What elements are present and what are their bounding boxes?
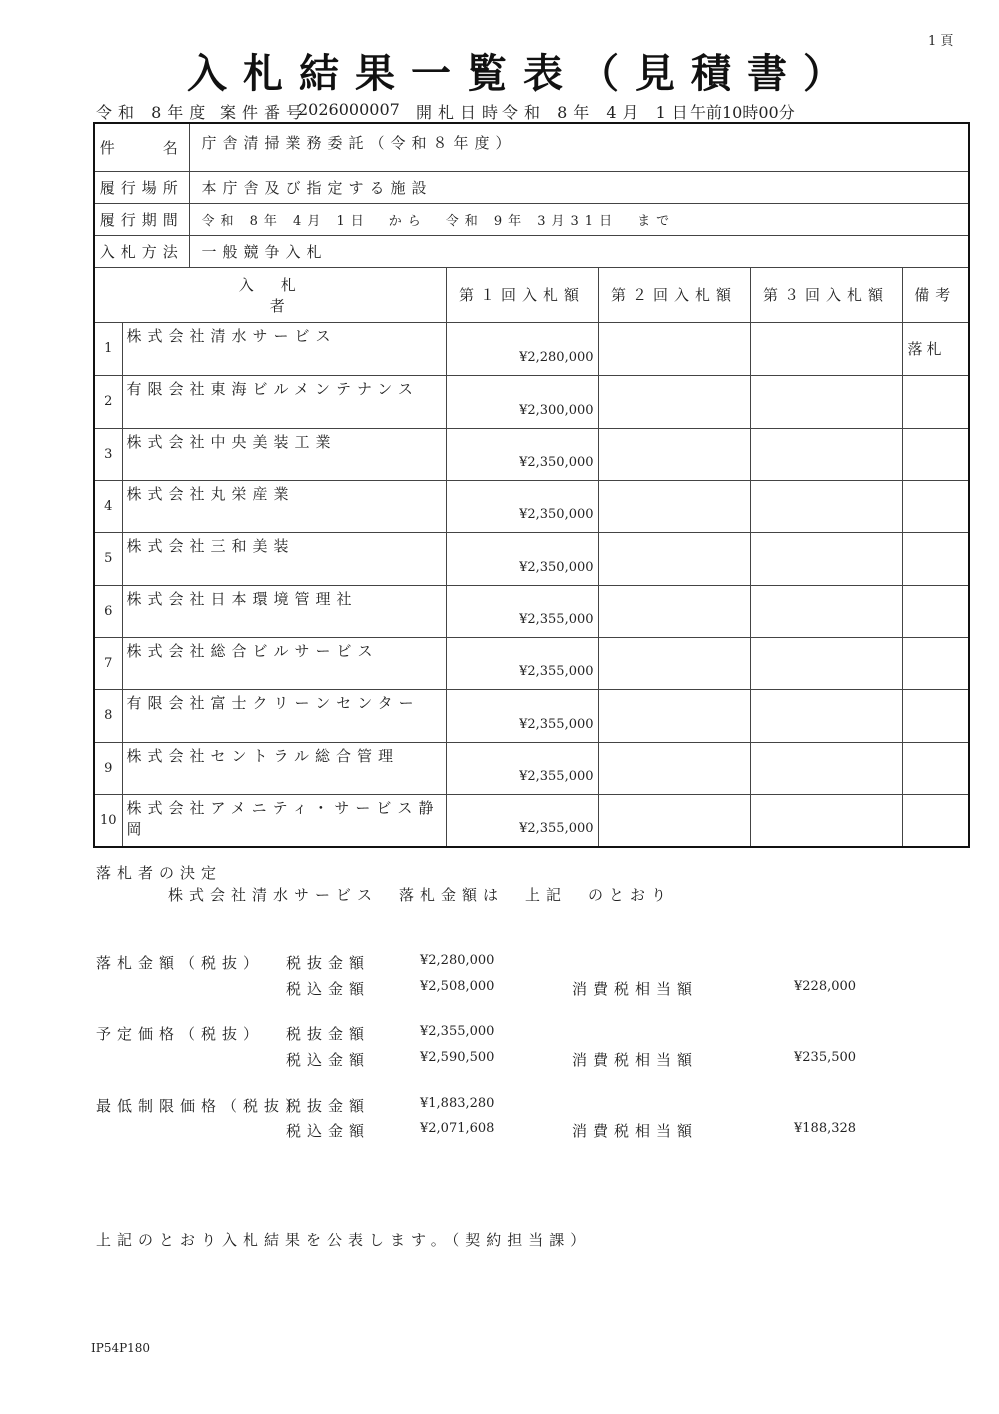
footer-note: 上記のとおり入札結果を公表します。（契約担当課）: [96, 1231, 592, 1249]
round1-amount: ¥2,300,000: [446, 375, 598, 428]
column-bidder: [94, 267, 446, 322]
bidder-name: 株式会社日本環境管理社: [122, 585, 446, 637]
summary-post-label: 税込金額: [286, 980, 371, 998]
round2-amount: [598, 322, 750, 375]
round3-amount: [750, 375, 902, 428]
bidder-name: 株式会社丸栄産業: [122, 480, 446, 532]
round1-amount: ¥2,350,000: [446, 428, 598, 480]
table-row: [94, 322, 969, 375]
document-title: 入札結果一覧表（見積書）: [187, 50, 859, 97]
summary-tax-value: ¥188,328: [794, 1121, 857, 1136]
info-label-location: 履行場所: [94, 171, 189, 203]
table-row: [94, 375, 969, 428]
opening-label: 開札日時: [416, 103, 505, 122]
bidder-name: 株式会社セントラル総合管理: [122, 742, 446, 794]
table-row: [94, 637, 969, 689]
case-number: 2026000007: [298, 100, 400, 119]
bidder-name: 有限会社富士クリーンセンター: [122, 689, 446, 742]
row-number: 10: [94, 794, 122, 847]
info-label-method: 入札方法: [94, 235, 189, 267]
form-code: IP54P180: [91, 1341, 151, 1355]
round2-amount: [598, 532, 750, 585]
info-value-subject: 庁舎清掃業務委託（令和８年度）: [189, 123, 969, 171]
round1-amount: ¥2,355,000: [446, 742, 598, 794]
row-number: 5: [94, 532, 122, 585]
column-round2: 第２回入札額: [598, 267, 750, 322]
column-round1: 第１回入札額: [446, 267, 598, 322]
bid-results-table: [93, 122, 970, 848]
opening-time: 午前10時00分: [690, 103, 795, 122]
summary-pre-label: 税抜金額: [286, 1097, 371, 1115]
remark: [902, 480, 969, 532]
summary-label-award: 落札金額（税抜）: [96, 954, 265, 972]
case-number-label: 案件番号: [220, 103, 309, 122]
column-remarks: 備考: [902, 267, 969, 322]
row-number: 4: [94, 480, 122, 532]
summary-pre-label: 税抜金額: [286, 1025, 371, 1043]
round3-amount: [750, 794, 902, 847]
round2-amount: [598, 480, 750, 532]
round3-amount: [750, 532, 902, 585]
summary-tax-value: ¥228,000: [794, 979, 857, 994]
remark: [902, 742, 969, 794]
table-row: [94, 689, 969, 742]
fiscal-year: 令和 8年度: [96, 103, 212, 122]
summary-label-estimate: 予定価格（税抜）: [96, 1025, 265, 1043]
remark: [902, 585, 969, 637]
remark: [902, 428, 969, 480]
table-row: [94, 794, 969, 847]
column-bidder-bottom: 者: [269, 296, 291, 315]
info-value-period: 令和 8年 4月 1日 から 令和 9年 3月31日 まで: [189, 203, 969, 235]
table-row: [94, 480, 969, 532]
round3-amount: [750, 689, 902, 742]
summary-label-minimum: 最低制限価格（税抜）: [96, 1097, 307, 1115]
round1-amount: ¥2,355,000: [446, 689, 598, 742]
summary-pre-value: ¥1,883,280: [420, 1096, 495, 1111]
row-number: 9: [94, 742, 122, 794]
table-row: [94, 585, 969, 637]
round3-amount: [750, 322, 902, 375]
winner-detail: 株式会社清水サービス 落札金額は 上記 のとおり: [168, 886, 673, 904]
opening-date: 令和 8年 4月 1日: [502, 103, 694, 122]
winner-label: 落札者の決定: [96, 864, 223, 882]
table-row: [94, 742, 969, 794]
summary-post-value: ¥2,508,000: [420, 979, 495, 994]
row-number: 6: [94, 585, 122, 637]
remark: [902, 637, 969, 689]
bidder-name: 株式会社総合ビルサービス: [122, 637, 446, 689]
summary-tax-label: 消費税相当額: [572, 980, 699, 998]
row-number: 3: [94, 428, 122, 480]
remark: [902, 532, 969, 585]
row-number: 7: [94, 637, 122, 689]
info-value-method: 一般競争入札: [189, 235, 969, 267]
round3-amount: [750, 585, 902, 637]
round1-amount: ¥2,350,000: [446, 532, 598, 585]
round2-amount: [598, 689, 750, 742]
round1-amount: ¥2,350,000: [446, 480, 598, 532]
bidder-name: 有限会社東海ビルメンテナンス: [122, 375, 446, 428]
summary-tax-value: ¥235,500: [794, 1050, 857, 1065]
column-bidder-top: 入 札: [238, 275, 302, 294]
round1-amount: ¥2,355,000: [446, 637, 598, 689]
bidder-name: 株式会社アメニティ・サービス静岡: [122, 794, 446, 847]
round3-amount: [750, 742, 902, 794]
round3-amount: [750, 480, 902, 532]
remark: [902, 794, 969, 847]
info-label-subject: 件 名: [94, 123, 189, 171]
row-number: 8: [94, 689, 122, 742]
round2-amount: [598, 794, 750, 847]
remark: [902, 375, 969, 428]
summary-post-label: 税込金額: [286, 1051, 371, 1069]
summary-tax-label: 消費税相当額: [572, 1051, 699, 1069]
info-label-period: 履行期間: [94, 203, 189, 235]
round3-amount: [750, 428, 902, 480]
bidder-name: 株式会社三和美装: [122, 532, 446, 585]
summary-pre-value: ¥2,355,000: [420, 1024, 495, 1039]
remark: [902, 689, 969, 742]
summary-pre-value: ¥2,280,000: [420, 953, 495, 968]
bidder-name: 株式会社清水サービス: [122, 322, 446, 375]
round2-amount: [598, 742, 750, 794]
round1-amount: ¥2,355,000: [446, 794, 598, 847]
table-row: [94, 428, 969, 480]
remark: 落札: [902, 322, 969, 375]
summary-post-value: ¥2,071,608: [420, 1121, 495, 1136]
bidder-name: 株式会社中央美装工業: [122, 428, 446, 480]
round2-amount: [598, 637, 750, 689]
round3-amount: [750, 637, 902, 689]
row-number: 2: [94, 375, 122, 428]
summary-tax-label: 消費税相当額: [572, 1122, 699, 1140]
summary-post-value: ¥2,590,500: [420, 1050, 495, 1065]
row-number: 1: [94, 322, 122, 375]
round1-amount: ¥2,355,000: [446, 585, 598, 637]
info-value-location: 本庁舎及び指定する施設: [189, 171, 969, 203]
page-number: 1 頁: [928, 34, 954, 49]
round2-amount: [598, 585, 750, 637]
column-round3: 第３回入札額: [750, 267, 902, 322]
summary-pre-label: 税抜金額: [286, 954, 371, 972]
round1-amount: ¥2,280,000: [446, 322, 598, 375]
summary-post-label: 税込金額: [286, 1122, 371, 1140]
round2-amount: [598, 428, 750, 480]
table-row: [94, 532, 969, 585]
round2-amount: [598, 375, 750, 428]
